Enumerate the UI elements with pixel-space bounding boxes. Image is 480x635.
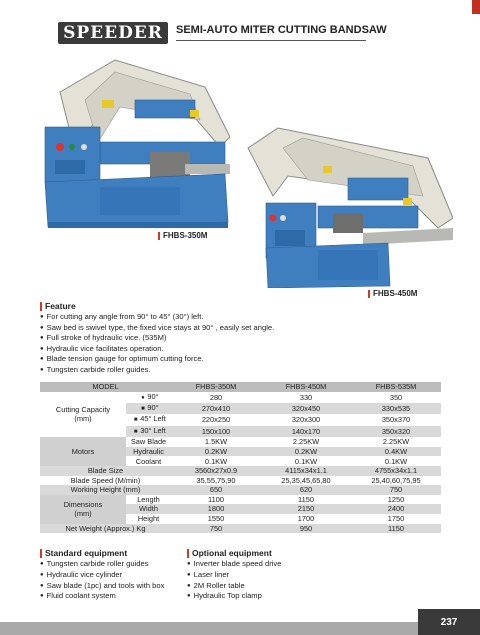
title-underline <box>176 40 366 41</box>
cell-value: 620 <box>261 485 351 495</box>
row-label: Width <box>126 504 171 514</box>
table-row <box>40 495 441 505</box>
corner-accent <box>472 0 480 14</box>
feature-item: ● Blade tension gauge for optimum cutting force. <box>40 354 274 365</box>
caption-450m-text: FHBS-450M <box>373 289 418 298</box>
list-item: ● Fluid coolant system <box>40 591 164 602</box>
row-label: Height <box>126 514 171 524</box>
feature-item: ● Full stroke of hydraulic vice. (535M) <box>40 333 274 344</box>
list-item: ● Saw blade (1pc) and tools with box <box>40 581 164 592</box>
model-name: FHBS-450M <box>261 382 351 392</box>
row-label <box>126 403 171 414</box>
cell-value: 330 <box>261 392 351 403</box>
row-label <box>126 414 171 425</box>
brand-logo: SPEEDER <box>58 22 168 44</box>
row-label: Coolant <box>126 456 171 466</box>
page-title: SEMI-AUTO MITER CUTTING BANDSAW <box>176 24 387 36</box>
cell-value: 0.1KW <box>351 456 441 466</box>
cell-value: 2.25KW <box>261 437 351 447</box>
row-label: Working Height (mm) <box>40 485 171 495</box>
rect-bar-icon: ■ <box>141 406 145 412</box>
cell-value: 2150 <box>261 504 351 514</box>
caption-marker <box>368 290 370 298</box>
cell-value: 350 <box>351 392 441 403</box>
list-item: ● Hydraulic Top clamp <box>187 591 281 602</box>
spec-table <box>40 382 441 533</box>
cell-value: 280 <box>171 392 261 403</box>
optional-heading <box>187 548 272 558</box>
standard-list <box>40 559 164 602</box>
cell-value: 350x370 <box>351 414 441 425</box>
feature-heading-text: Feature <box>45 301 76 311</box>
cell-value: 750 <box>171 524 261 534</box>
dimensions-text: Dimensions <box>63 499 103 509</box>
list-item: ● 2M Roller table <box>187 581 281 592</box>
cell-value: 3560x27x0.9 <box>171 466 261 476</box>
table-row <box>40 485 441 495</box>
feature-item: ● Tungsten carbide roller guides. <box>40 365 274 376</box>
cutting-capacity-text: Cutting Capacity <box>55 405 111 414</box>
cell-value: 35,55,75,90 <box>171 476 261 486</box>
cell-value: 150x100 <box>171 426 261 437</box>
cell-value: 0.1KW <box>261 456 351 466</box>
cell-value: 2400 <box>351 504 441 514</box>
cell-value: 650 <box>171 485 261 495</box>
cell-value: 1.5KW <box>171 437 261 447</box>
heading-marker <box>40 549 42 558</box>
cutting-capacity-unit: (mm) <box>74 414 92 424</box>
footer-bar <box>0 622 480 635</box>
cell-value: 4755x34x1.1 <box>351 466 441 476</box>
cell-value: 750 <box>351 485 441 495</box>
cell-value: 2.25KW <box>351 437 441 447</box>
cell-value: 320x450 <box>261 403 351 414</box>
row-label-text: 30° Left <box>140 425 166 435</box>
optional-heading-text: Optional equipment <box>192 548 272 558</box>
caption-350m-text: FHBS-350M <box>163 231 208 240</box>
feature-item: ● For cutting any angle from 90° to 45° (30°) left. <box>40 312 274 323</box>
row-label <box>126 426 171 437</box>
table-row <box>40 524 441 534</box>
cell-value: 1150 <box>261 495 351 505</box>
heading-marker <box>40 302 42 311</box>
cell-value: 0.2KW <box>171 447 261 457</box>
row-label: Net Weight (Approx.) Kg <box>40 524 171 534</box>
list-item: ● Laser liner <box>187 570 281 581</box>
cell-value: 1250 <box>351 495 441 505</box>
row-label: Blade Speed (M/min) <box>40 476 171 486</box>
table-row <box>40 392 441 403</box>
standard-heading-text: Standard equipment <box>45 548 128 558</box>
feature-heading <box>40 301 76 311</box>
feature-item: ● Hydraulic vice facilitates operation. <box>40 344 274 355</box>
row-label: Saw Blade <box>126 437 171 447</box>
cell-value: 140x170 <box>261 426 351 437</box>
cell-value: 1750 <box>351 514 441 524</box>
row-label: Blade Size <box>40 466 171 476</box>
dimensions-label <box>40 495 126 524</box>
motors-label: Motors <box>40 437 126 466</box>
cell-value: 350x320 <box>351 426 441 437</box>
cell-value: 25,40,60,75,95 <box>351 476 441 486</box>
cell-value: 270x410 <box>171 403 261 414</box>
list-item: ● Hydraulic vice cylinder <box>40 570 164 581</box>
list-item: ● Tungsten carbide roller guides <box>40 559 164 570</box>
optional-list <box>187 559 281 602</box>
model-name: FHBS-535M <box>351 382 441 392</box>
bandsaw-450m-image <box>228 118 453 288</box>
cell-value: 950 <box>261 524 351 534</box>
table-row <box>40 466 441 476</box>
row-label-text: 45° Left <box>140 414 166 424</box>
model-label: MODEL <box>40 382 171 392</box>
cell-value: 1800 <box>171 504 261 514</box>
cell-value: 220x250 <box>171 414 261 425</box>
caption-350m <box>158 231 207 240</box>
bandsaw-350m-image <box>40 52 240 232</box>
cutting-capacity-label <box>40 392 126 438</box>
table-header-row <box>40 382 441 392</box>
feature-item: ● Saw bed is swivel type, the fixed vice stays at 90° , easily set angle. <box>40 323 274 334</box>
cell-value: 1150 <box>351 524 441 534</box>
row-label: Hydraulic <box>126 447 171 457</box>
list-item: ● Inverter blade speed drive <box>187 559 281 570</box>
row-label-text: 90° <box>147 391 159 401</box>
cell-value: 1100 <box>171 495 261 505</box>
caption-450m <box>368 289 417 298</box>
cell-value: 0.1KW <box>171 456 261 466</box>
heading-marker <box>187 549 189 558</box>
cell-value: 4115x34x1.1 <box>261 466 351 476</box>
row-label-text: 90° <box>147 403 159 412</box>
cell-value: 1550 <box>171 514 261 524</box>
table-row <box>40 437 441 447</box>
round-bar-icon: ● <box>141 394 145 401</box>
model-name: FHBS-350M <box>171 382 261 392</box>
page-number: 237 <box>418 609 480 635</box>
row-label <box>126 392 171 403</box>
cell-value: 0.4KW <box>351 447 441 457</box>
cell-value: 25,35,45,65,80 <box>261 476 351 486</box>
cell-value: 320x300 <box>261 414 351 425</box>
dimensions-unit: (mm) <box>74 509 92 519</box>
row-label: Length <box>126 495 171 505</box>
feature-list <box>40 312 274 376</box>
rect-bar-icon: ■ <box>133 417 138 424</box>
table-row <box>40 476 441 486</box>
cell-value: 330x535 <box>351 403 441 414</box>
cell-value: 1700 <box>261 514 351 524</box>
caption-marker <box>158 232 160 240</box>
rect-bar-icon: ■ <box>133 428 138 435</box>
standard-heading <box>40 548 127 558</box>
cell-value: 0.2KW <box>261 447 351 457</box>
